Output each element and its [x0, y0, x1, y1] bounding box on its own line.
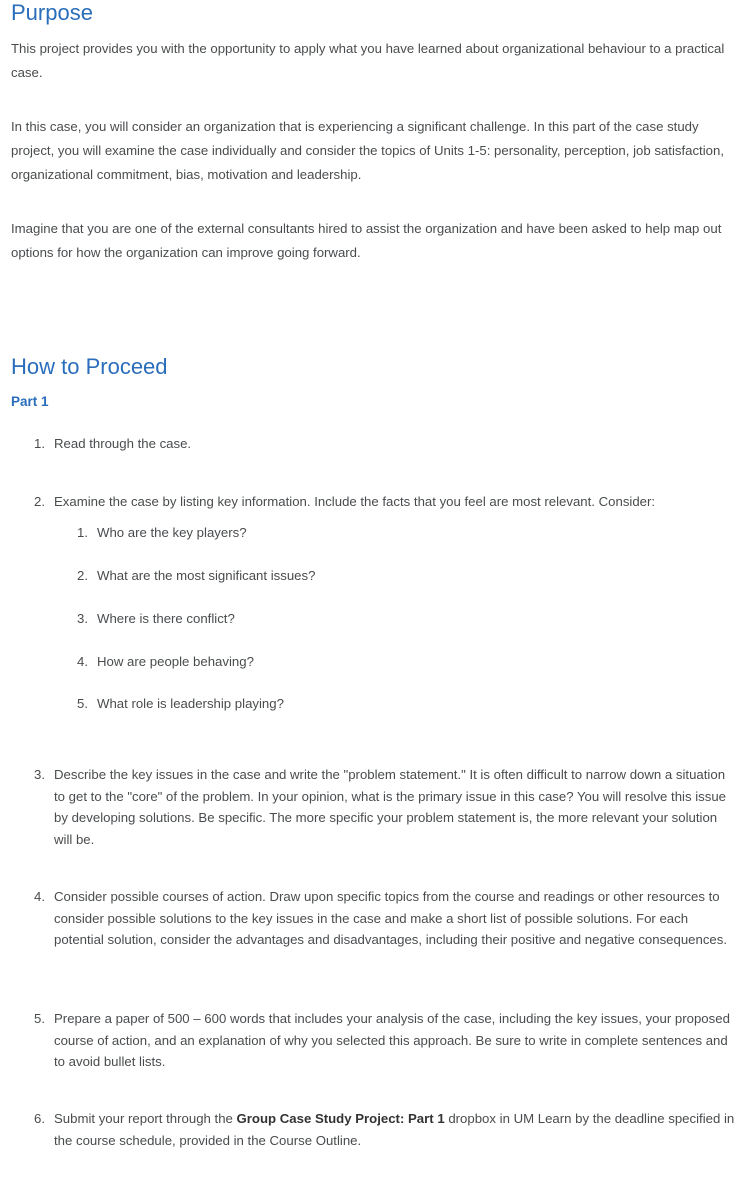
step-number: 6.	[34, 1111, 45, 1126]
purpose-heading: Purpose	[11, 0, 93, 25]
sub-step-item	[77, 651, 254, 672]
sub-step-number: 2.	[77, 568, 88, 583]
sub-step-text: Who are the key players?	[97, 525, 247, 540]
purpose-paragraph-2: In this case, you will consider an organization that is experiencing a significant challenge. In this part of the case study project, you will examine the case individually and consider the topics of Units 1-5: personality, perception, job satisfaction, organizational commitment, bias, motivation and leadership.	[11, 119, 724, 182]
step-text: Examine the case by listing key information. Include the facts that you feel are most relevant. Consider:	[54, 494, 656, 509]
step-item	[34, 1008, 736, 1073]
step-number: 4.	[34, 889, 45, 904]
step-text: Consider possible courses of action. Draw upon specific topics from the course and readings or other resources to consider possible solutions to the key issues in the case and make a short list of possible solutions. For each potential solution, consider the advantages and disadvantages, including their positive and negative consequences.	[54, 889, 728, 947]
sub-step-item	[77, 522, 247, 543]
sub-step-text: What role is leadership playing?	[97, 696, 284, 711]
sub-step-text: How are people behaving?	[97, 654, 254, 669]
step-number: 1.	[34, 436, 45, 451]
step-number: 2.	[34, 494, 45, 509]
sub-step-text: What are the most significant issues?	[97, 568, 316, 583]
sub-step-number: 1.	[77, 525, 88, 540]
step-item	[34, 886, 736, 951]
part-1-label: Part 1	[11, 394, 49, 409]
step-item	[34, 764, 736, 850]
purpose-paragraph-1: This project provides you with the opportunity to apply what you have learned about organizational behaviour to a practical case.	[11, 41, 725, 80]
sub-step-number: 5.	[77, 696, 88, 711]
step-text-after: dropbox in UM Learn by the deadline specified in the course schedule, provided in the Course Outline.	[54, 1111, 735, 1148]
sub-step-number: 4.	[77, 654, 88, 669]
step-text-before: Submit your report through the	[54, 1111, 237, 1126]
step-number: 5.	[34, 1011, 45, 1026]
dropbox-name: Group Case Study Project: Part 1	[236, 1111, 445, 1126]
step-number: 3.	[34, 767, 45, 782]
sub-step-number: 3.	[77, 611, 88, 626]
sub-step-item	[77, 693, 284, 714]
step-item	[34, 1108, 736, 1151]
step-text	[54, 1108, 736, 1151]
sub-step-item	[77, 565, 315, 586]
step-text: Read through the case.	[54, 436, 192, 451]
step-item	[34, 433, 736, 455]
sub-step-item	[77, 608, 235, 629]
how-to-proceed-heading: How to Proceed	[11, 354, 168, 379]
step-text: Prepare a paper of 500 – 600 words that includes your analysis of the case, including the key issues, your proposed course of action, and an explanation of why you selected this approach. Be sure to write in complete sentences and to avoid bullet lists.	[54, 1011, 730, 1069]
purpose-paragraph-3: Imagine that you are one of the external consultants hired to assist the organization and have been asked to help map out options for how the organization can improve going forward.	[11, 221, 722, 260]
sub-step-text: Where is there conflict?	[97, 611, 235, 626]
step-item	[34, 491, 736, 513]
step-text: Describe the key issues in the case and write the "problem statement." It is often difficult to narrow down a situation to get to the "core" of the problem. In your opinion, what is the primary issue in this case? You will resolve this issue by developing solutions. Be specific. The more specific your problem statement is, the more relevant your solution will be.	[54, 767, 727, 847]
